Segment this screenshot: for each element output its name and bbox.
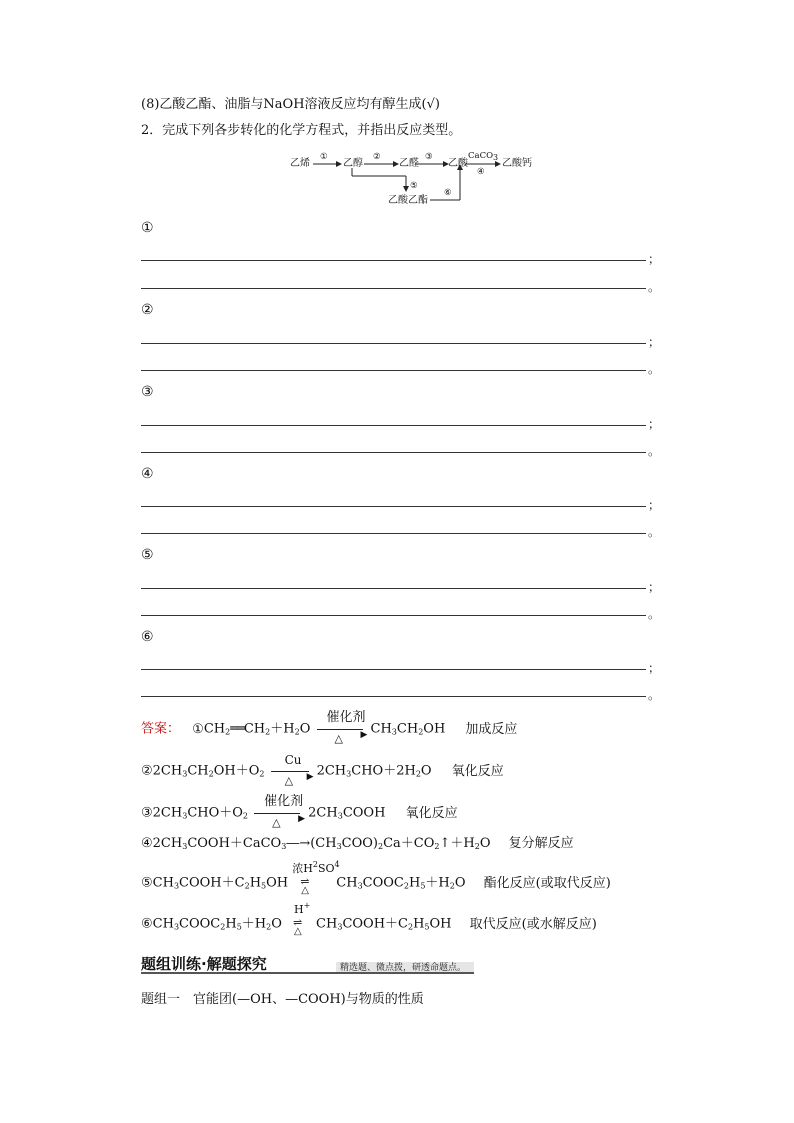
blank-label-2: ②	[141, 302, 154, 318]
answer-6: $⑥CH_3COOC_2H_5+H_2O$ H+ ⇌ △ $CH_3COOH+C_2H_5OH$ 取代反应(或水解反应)	[141, 901, 597, 937]
reaction-type-5: 酯化反应(或取代反应)	[483, 875, 611, 891]
blank-line-6b[interactable]	[141, 696, 646, 697]
node-ethylene: 乙烯	[290, 158, 310, 169]
blank-line-5a[interactable]	[141, 588, 646, 589]
step-6-label: ⑥	[444, 188, 452, 198]
blank-label-4: ④	[141, 466, 154, 482]
acid-condition: 浓$H^2SO^4$ ⇌ △	[292, 860, 340, 896]
reaction-type-1: 加成反应	[465, 721, 518, 737]
answer-label: 答案：	[141, 721, 181, 737]
node-ethyl-acetate: 乙酸乙酯	[388, 195, 428, 206]
blank-line-3a[interactable]	[141, 425, 646, 426]
semicolon: ；	[648, 417, 661, 431]
blank-line-6a[interactable]	[141, 669, 646, 670]
blank-line-5b[interactable]	[141, 615, 646, 616]
blank-line-2b[interactable]	[141, 370, 646, 371]
period: 。	[648, 525, 661, 539]
reaction-type-6: 取代反应(或水解反应)	[469, 916, 597, 932]
item-8: (8)乙酸乙酯、油脂与NaOH溶液反应均有醇生成(√)	[141, 97, 440, 112]
node-acetaldehyde: 乙醛	[399, 158, 419, 169]
semicolon: ；	[648, 661, 661, 675]
blank-line-1b[interactable]	[141, 288, 646, 289]
reaction-type-4: 复分解反应	[508, 836, 574, 851]
catalyst-condition: 催化剂 ▶ △	[254, 800, 306, 826]
question-2: 2．完成下列各步转化的化学方程式，并指出反应类型。	[141, 123, 462, 138]
blank-line-4a[interactable]	[141, 506, 646, 507]
answer-5: $⑤CH_3COOH+C_2H_5OH$ 浓$H^2SO^4$ ⇌ △ $CH_3COOC_2H_5+H_2O$ 酯化反应(或取代反应)	[141, 860, 611, 896]
period: 。	[648, 362, 661, 376]
caco3-label: CaCO$_3$	[468, 151, 499, 162]
semicolon: ；	[648, 335, 661, 349]
blank-label-6: ⑥	[141, 629, 154, 645]
section-title: 题组训练·解题探究	[141, 955, 267, 973]
node-calcium-acetate: 乙酸钙	[502, 158, 532, 169]
answer-4: $④2CH_3COOH+CaCO_3―\to(CH_3COO)_2Ca+CO_2↑+H_2O$ 复分解反应	[141, 836, 574, 851]
node-acetic-acid: 乙酸	[448, 158, 468, 169]
node-ethanol: 乙醇	[343, 158, 363, 169]
semicolon: ；	[648, 580, 661, 594]
acid-catalyst-condition: H+ ⇌ △	[293, 901, 311, 937]
period: 。	[648, 607, 661, 621]
blank-label-1: ①	[141, 220, 154, 236]
blank-label-3: ③	[141, 384, 154, 400]
step-3-label: ③	[425, 152, 433, 162]
reaction-type-3: 氧化反应	[405, 805, 458, 821]
conversion-diagram	[280, 148, 540, 210]
period: 。	[648, 444, 661, 458]
answer-2: $②2CH_3CH_2OH+O_2$ Cu ▶ △ $2CH_3CHO+2H_2O$ 氧化反应	[141, 753, 504, 787]
semicolon: ；	[648, 252, 661, 266]
copper-condition: Cu ▶ △	[271, 758, 315, 784]
period: 。	[648, 688, 661, 702]
blank-line-1a[interactable]	[141, 260, 646, 261]
section-tagline: 精选题、微点拨，研透命题点。	[340, 963, 467, 973]
blank-line-3b[interactable]	[141, 452, 646, 453]
reaction-type-2: 氧化反应	[451, 763, 504, 779]
answer-3: $③2CH_3CHO+O_2$ 催化剂 ▶ △ $2CH_3COOH$ 氧化反应	[141, 794, 458, 829]
blank-line-4b[interactable]	[141, 533, 646, 534]
semicolon: ；	[648, 498, 661, 512]
question-group-1: 题组一 官能团(—OH、—COOH)与物质的性质	[141, 992, 424, 1007]
blank-label-5: ⑤	[141, 547, 154, 563]
step-1-label: ①	[320, 152, 328, 162]
blank-line-2a[interactable]	[141, 343, 646, 344]
step-2-label: ②	[373, 152, 381, 162]
step-5-label: ⑤	[410, 181, 418, 191]
answer-1: 答案： $①CH_2══CH_2+H_2O$ 催化剂 ▶ △ $CH_3CH_2OH$ 加成反应	[141, 710, 518, 745]
step-4-label: ④	[477, 167, 485, 177]
catalyst-condition: 催化剂 ▶ △	[317, 716, 369, 742]
period: 。	[648, 280, 661, 294]
